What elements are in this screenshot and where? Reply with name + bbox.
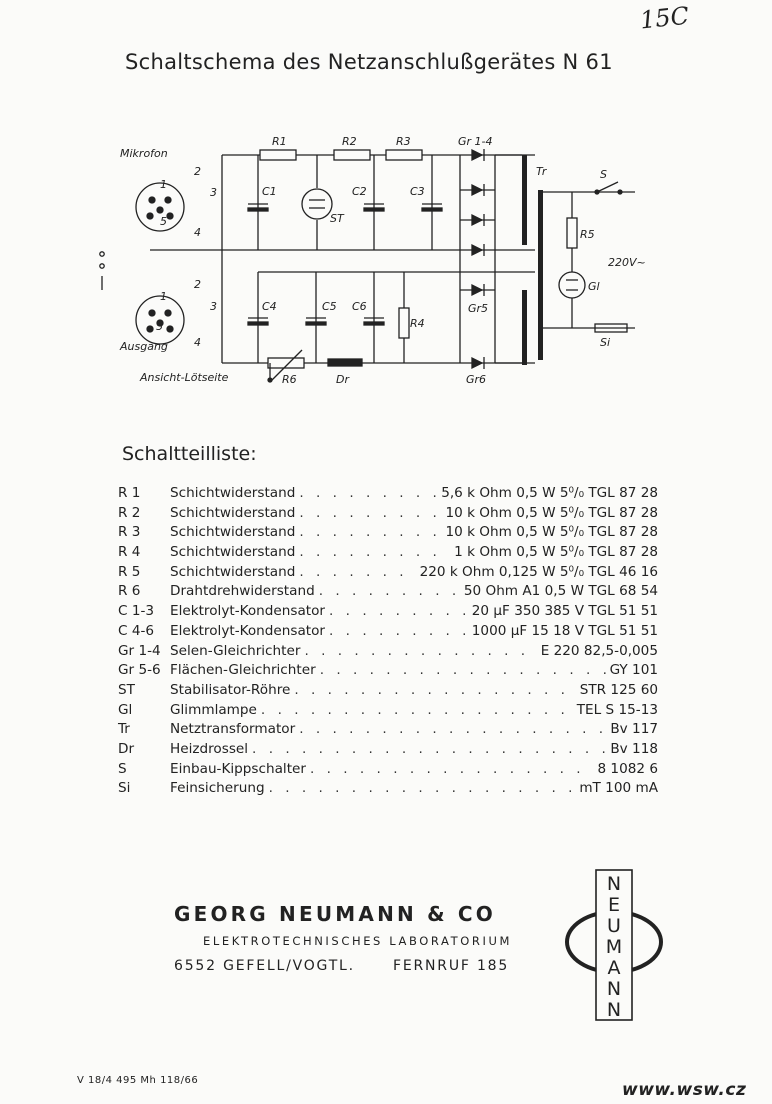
part-value: 1 k Ohm 0,5 W 5⁰/₀ TGL 87 28 [454,544,658,561]
label-ausgang: Ausgang [120,340,168,353]
part-ref: ST [118,681,135,698]
part-name: Einbau-Kippschalter [170,760,306,777]
logo-letter: E [607,894,621,916]
parts-row [118,544,658,564]
part-name: Schichtwiderstand [170,485,296,501]
part-value: 220 k Ohm 0,125 W 5⁰/₀ TGL 46 16 [419,563,658,580]
neumann-logo [564,868,664,1023]
parts-row [118,564,658,584]
part-ref: Tr [118,721,130,738]
pin-label: 1 [160,290,167,303]
part-value: STR 125 60 [579,681,658,698]
label-c3: C3 [410,185,425,198]
part-value: 20 µF 350 385 V TGL 51 51 [471,603,658,620]
part-ref: R 2 [118,504,141,521]
pin-label: 2 [194,165,201,178]
part-value: 10 k Ohm 0,5 W 5⁰/₀ TGL 87 28 [445,504,658,521]
label-gr6: Gr6 [466,373,487,386]
part-name: Schichtwiderstand [170,504,296,521]
part-name: Schichtwiderstand [170,544,296,561]
label-si: Si [600,336,611,349]
label-s: S [600,168,607,181]
pin-label: 1 [160,178,167,191]
part-value: mT 100 mA [579,780,658,797]
parts-row [118,780,658,800]
part-value: Bv 117 [610,721,658,738]
label-r1: R1 [272,135,287,148]
parts-row [118,583,658,603]
part-name: Stabilisator-Röhre [170,681,291,698]
part-ref: R 3 [118,524,141,541]
parts-row [118,721,658,741]
logo-letter: N [606,999,622,1021]
part-name: Heizdrossel [170,740,249,757]
part-value: TEL S 15-13 [576,701,658,718]
logo-letter: M [605,936,623,958]
company-lab: ELEKTROTECHNISCHES LABORATORIUM [203,934,512,948]
pin-label: 5 [156,320,163,333]
part-value: Bv 118 [610,740,658,757]
label-c5: C5 [322,300,337,313]
parts-row [118,662,658,682]
part-value: 1000 µF 15 18 V TGL 51 51 [471,622,658,639]
pin-label: 5 [160,215,167,228]
label-r3: R3 [396,135,411,148]
pin-label: 4 [194,226,201,239]
label-gr5: Gr5 [468,302,489,315]
label-mikrofon: Mikrofon [120,147,168,160]
parts-row [118,623,658,643]
parts-row [118,682,658,702]
part-ref: S [118,760,127,777]
parts-list-heading: Schaltteilliste: [122,443,257,465]
part-ref: Dr [118,740,135,757]
pin-label: 2 [194,278,201,291]
part-value: 8 1082 6 [597,760,658,777]
part-name: Elektrolyt-Kondensator [170,622,326,639]
parts-list [118,485,658,800]
label-c2: C2 [352,185,367,198]
part-ref: Gr 5-6 [118,662,161,679]
part-name: Elektrolyt-Kondensator [170,603,326,620]
part-value: 10 k Ohm 0,5 W 5⁰/₀ TGL 87 28 [445,524,658,541]
part-name: Schichtwiderstand [170,563,296,580]
part-value: GY 101 [609,662,658,679]
label-dr: Dr [336,373,349,386]
part-name: Netztransformator [170,721,296,738]
page-title: Schaltschema des Netzanschlußgerätes N 61 [125,50,613,74]
company-phone: FERNRUF 185 [393,958,510,974]
logo-letter: A [607,957,621,979]
label-gl: Gl [588,280,600,293]
part-name: Glimmlampe [170,701,257,718]
part-value: E 220 82,5-0,005 [540,642,658,659]
circuit-schematic [90,130,650,400]
part-value: 5,6 k Ohm 0,5 W 5⁰/₀ TGL 87 28 [441,485,658,501]
label-r6: R6 [282,373,297,386]
label-c6: C6 [352,300,367,313]
parts-row [118,505,658,525]
parts-row [118,741,658,761]
company-name: GEORG NEUMANN & CO [174,902,497,926]
part-name: Selen-Gleichrichter [170,642,301,659]
logo-letter: N [606,873,622,895]
pin-label: 3 [210,186,217,199]
label-r5: R5 [580,228,595,241]
part-ref: R 1 [118,485,141,501]
part-ref: Si [118,780,131,797]
part-name: Flächen-Gleichrichter [170,662,316,679]
label-ansicht: Ansicht-Lötseite [140,371,229,384]
parts-row [118,524,658,544]
part-value: 50 Ohm A1 0,5 W TGL 68 54 [463,583,658,600]
parts-row [118,485,658,505]
label-st: ST [330,212,344,225]
part-name: Drahtdrehwiderstand [170,583,315,600]
website-watermark: www.wsw.cz [622,1080,747,1100]
label-c1: C1 [262,185,277,198]
pin-label: 3 [210,300,217,313]
part-ref: C 1-3 [118,603,155,620]
label-tr: Tr [536,165,547,178]
logo-letter: U [607,915,621,937]
part-ref: R 6 [118,583,141,600]
handwritten-note: 15C [638,1,691,35]
logo-letter: N [606,978,622,1000]
label-c4: C4 [262,300,277,313]
print-code: V 18/4 495 Mh 118/66 [77,1075,199,1086]
parts-row [118,702,658,722]
parts-row [118,761,658,781]
parts-row [118,643,658,663]
part-name: Schichtwiderstand [170,524,296,541]
part-ref: C 4-6 [118,622,155,639]
label-r2: R2 [342,135,357,148]
part-ref: Gr 1-4 [118,642,161,659]
part-ref: R 4 [118,544,141,561]
label-gr14: Gr 1-4 [458,135,493,148]
company-address: 6552 GEFELL/VOGTL. [174,958,355,974]
label-voltage: 220V~ [608,256,646,269]
part-ref: R 5 [118,563,141,580]
parts-row [118,603,658,623]
part-ref: Gl [118,701,133,718]
pin-label: 4 [194,336,201,349]
part-name: Feinsicherung [170,780,265,797]
label-r4: R4 [410,317,425,330]
